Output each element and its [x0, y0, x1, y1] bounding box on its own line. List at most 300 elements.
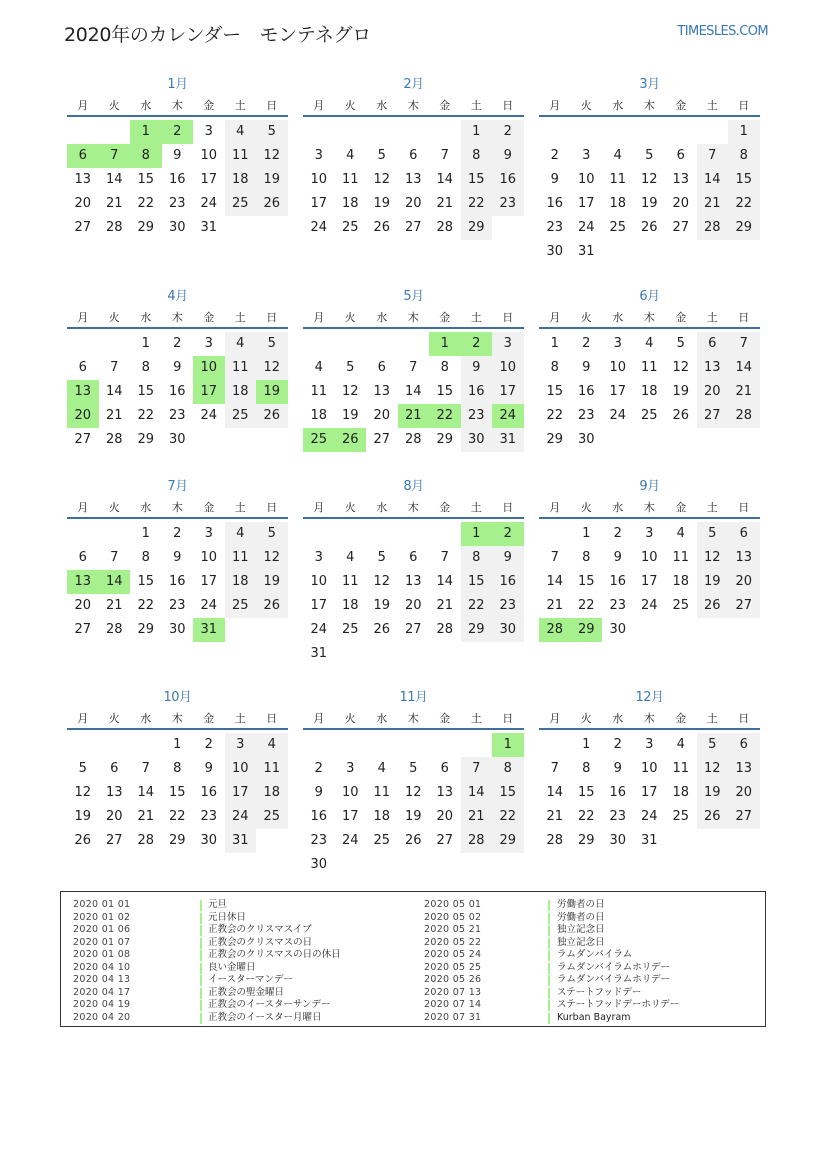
- holiday-day-cell: 22: [429, 404, 461, 428]
- weekday-header: 木: [407, 501, 419, 514]
- holiday-day-cell: 1: [492, 733, 524, 757]
- day-cell: 24: [200, 196, 218, 211]
- day-cell: 27: [404, 622, 422, 637]
- day-cell: 11: [341, 574, 359, 589]
- day-cell: 5: [676, 336, 685, 351]
- day-cell: 27: [697, 404, 729, 428]
- month-title: 9月: [639, 479, 660, 494]
- day-cell: 25: [225, 594, 257, 618]
- weekday-header: 火: [580, 712, 592, 725]
- day-cell: 11: [341, 172, 359, 187]
- day-cell: 9: [613, 761, 622, 776]
- month-6: [539, 285, 760, 485]
- day-cell: 3: [204, 526, 213, 541]
- day-cell: 28: [697, 216, 729, 240]
- day-cell: 17: [492, 380, 524, 404]
- weekday-header: 日: [266, 712, 278, 725]
- day-cell: 8: [550, 360, 559, 375]
- month-header-rule: [67, 728, 288, 730]
- weekday-header: 土: [470, 311, 482, 324]
- day-cell: 13: [697, 356, 729, 380]
- day-cell: 13: [404, 574, 422, 589]
- day-cell: 16: [577, 384, 595, 399]
- holiday-day-cell: 24: [492, 404, 524, 428]
- day-cell: 10: [640, 550, 658, 565]
- day-cell: 17: [577, 196, 595, 211]
- day-cell: 23: [546, 220, 564, 235]
- day-cell: 12: [341, 384, 359, 399]
- holiday-date: 2020 04 10: [73, 961, 131, 973]
- day-cell: 4: [256, 733, 288, 757]
- day-cell: 8: [461, 546, 493, 570]
- day-cell: 20: [74, 196, 92, 211]
- day-cell: 14: [461, 781, 493, 805]
- day-cell: 6: [110, 761, 119, 776]
- day-cell: 23: [168, 408, 186, 423]
- day-cell: 15: [137, 574, 155, 589]
- holiday-day-cell: 29: [571, 618, 603, 642]
- day-cell: 29: [168, 833, 186, 848]
- day-cell: 29: [137, 432, 155, 447]
- weekday-header: 土: [234, 501, 246, 514]
- day-cell: 3: [645, 526, 654, 541]
- day-cell: 26: [640, 220, 658, 235]
- weekday-header: 水: [140, 712, 152, 725]
- day-cell: 25: [341, 622, 359, 637]
- weekday-header: 火: [580, 99, 592, 112]
- day-cell: 8: [582, 550, 591, 565]
- day-cell: 24: [310, 622, 328, 637]
- day-cell: 12: [697, 546, 729, 570]
- weekday-header: 土: [706, 99, 718, 112]
- day-cell: 17: [640, 574, 658, 589]
- day-cell: 10: [310, 574, 328, 589]
- day-cell: 11: [310, 384, 328, 399]
- day-cell: 22: [492, 805, 524, 829]
- day-cell: 10: [225, 757, 257, 781]
- day-cell: 1: [728, 120, 760, 144]
- day-cell: 26: [74, 833, 92, 848]
- day-cell: 17: [310, 598, 328, 613]
- month-header-rule: [303, 728, 524, 730]
- day-cell: 30: [310, 857, 328, 872]
- day-cell: 31: [577, 244, 595, 259]
- holiday-list: [60, 891, 766, 1027]
- day-cell: 31: [640, 833, 658, 848]
- holiday-day-cell: 21: [398, 404, 430, 428]
- day-cell: 19: [256, 570, 288, 594]
- holiday-marker: [548, 925, 550, 936]
- day-cell: 15: [577, 785, 595, 800]
- day-cell: 21: [105, 598, 123, 613]
- day-cell: 14: [137, 785, 155, 800]
- day-cell: 21: [105, 408, 123, 423]
- day-cell: 5: [697, 522, 729, 546]
- holiday-day-cell: 20: [67, 404, 99, 428]
- weekday-header: 月: [77, 311, 89, 324]
- month-title: 1月: [167, 77, 188, 92]
- holiday-day-cell: 13: [67, 570, 99, 594]
- weekday-header: 金: [439, 712, 451, 725]
- holiday-name: 独立記念日: [557, 924, 605, 935]
- holiday-day-cell: 7: [99, 144, 131, 168]
- day-cell: 12: [373, 574, 391, 589]
- day-cell: 5: [346, 360, 355, 375]
- weekday-header: 火: [344, 712, 356, 725]
- holiday-date: 2020 01 07: [73, 936, 131, 948]
- day-cell: 30: [609, 622, 627, 637]
- holiday-name: 独立記念日: [557, 936, 605, 948]
- day-cell: 13: [672, 172, 690, 187]
- day-cell: 29: [546, 432, 564, 447]
- day-cell: 6: [440, 761, 449, 776]
- day-cell: 3: [225, 733, 257, 757]
- weekday-header: 木: [171, 712, 183, 725]
- day-cell: 15: [728, 168, 760, 192]
- holiday-day-cell: 1: [461, 522, 493, 546]
- day-cell: 19: [74, 809, 92, 824]
- month-title: 12月: [635, 690, 664, 705]
- day-cell: 5: [377, 148, 386, 163]
- day-cell: 6: [78, 360, 87, 375]
- day-cell: 12: [256, 144, 288, 168]
- day-cell: 27: [74, 432, 92, 447]
- weekday-header: 日: [738, 311, 750, 324]
- day-cell: 17: [310, 196, 328, 211]
- site-logo[interactable]: TIMESLES.COM: [677, 24, 768, 39]
- day-cell: 26: [697, 594, 729, 618]
- day-cell: 7: [409, 360, 418, 375]
- month-title: 8月: [403, 479, 424, 494]
- holiday-day-cell: 2: [162, 120, 194, 144]
- day-cell: 20: [404, 598, 422, 613]
- holiday-day-cell: 13: [67, 380, 99, 404]
- day-cell: 9: [173, 550, 182, 565]
- day-cell: 18: [225, 380, 257, 404]
- day-cell: 21: [461, 805, 493, 829]
- month-title: 4月: [167, 289, 188, 304]
- month-3: [539, 73, 760, 273]
- weekday-header: 日: [502, 99, 514, 112]
- holiday-name: ラムダンバイラム: [557, 949, 633, 960]
- day-cell: 10: [640, 761, 658, 776]
- holiday-name: 良い金曜日: [208, 961, 256, 973]
- day-cell: 27: [74, 220, 92, 235]
- day-cell: 18: [672, 574, 690, 589]
- day-cell: 22: [461, 192, 493, 216]
- day-cell: 11: [609, 172, 627, 187]
- day-cell: 18: [256, 781, 288, 805]
- month-10: [67, 686, 288, 886]
- day-cell: 21: [137, 809, 155, 824]
- weekday-header: 土: [706, 712, 718, 725]
- day-cell: 15: [546, 384, 564, 399]
- holiday-marker: [200, 950, 202, 961]
- weekday-header: 木: [407, 311, 419, 324]
- day-cell: 21: [436, 196, 454, 211]
- day-cell: 25: [672, 809, 690, 824]
- month-1: [67, 73, 288, 273]
- holiday-date: 2020 04 19: [73, 999, 131, 1010]
- day-cell: 17: [609, 384, 627, 399]
- day-cell: 18: [341, 196, 359, 211]
- day-cell: 2: [550, 148, 559, 163]
- weekday-header: 金: [439, 501, 451, 514]
- month-header-rule: [539, 728, 760, 730]
- weekday-header: 火: [108, 501, 120, 514]
- holiday-day-cell: 25: [303, 428, 335, 452]
- day-cell: 5: [256, 332, 288, 356]
- holiday-date: 2020 04 13: [73, 974, 131, 985]
- weekday-header: 水: [376, 501, 388, 514]
- day-cell: 2: [613, 737, 622, 752]
- holiday-name: 正教会の聖金曜日: [208, 986, 285, 998]
- day-cell: 16: [492, 168, 524, 192]
- day-cell: 21: [697, 192, 729, 216]
- weekday-header: 水: [140, 311, 152, 324]
- weekday-header: 水: [612, 311, 624, 324]
- day-cell: 30: [609, 833, 627, 848]
- day-cell: 17: [225, 781, 257, 805]
- day-cell: 28: [105, 220, 123, 235]
- holiday-date: 2020 05 22: [424, 936, 482, 948]
- day-cell: 26: [256, 594, 288, 618]
- day-cell: 10: [577, 172, 595, 187]
- day-cell: 8: [173, 761, 182, 776]
- day-cell: 13: [436, 785, 454, 800]
- weekday-header: 土: [706, 501, 718, 514]
- weekday-header: 木: [643, 712, 655, 725]
- holiday-marker: [200, 938, 202, 949]
- month-header-rule: [303, 327, 524, 329]
- holiday-marker: [200, 963, 202, 974]
- month-title: 10月: [163, 690, 192, 705]
- holiday-name: ステートフッドデーホリデー: [557, 999, 680, 1010]
- day-cell: 10: [200, 148, 218, 163]
- day-cell: 16: [310, 809, 328, 824]
- day-cell: 2: [314, 761, 323, 776]
- weekday-header: 火: [580, 501, 592, 514]
- month-12: [539, 686, 760, 886]
- day-cell: 10: [310, 172, 328, 187]
- day-cell: 29: [436, 432, 454, 447]
- day-cell: 23: [492, 192, 524, 216]
- month-7: [67, 475, 288, 675]
- day-cell: 19: [672, 384, 690, 399]
- day-cell: 16: [609, 574, 627, 589]
- day-cell: 18: [672, 785, 690, 800]
- day-cell: 12: [373, 172, 391, 187]
- day-cell: 28: [546, 833, 564, 848]
- day-cell: 20: [672, 196, 690, 211]
- page-title: 2020年のカレンダー モンテネグロ: [64, 24, 371, 46]
- holiday-marker: [548, 975, 550, 986]
- day-cell: 28: [728, 404, 760, 428]
- day-cell: 23: [609, 598, 627, 613]
- day-cell: 20: [728, 781, 760, 805]
- day-cell: 29: [492, 829, 524, 853]
- holiday-day-cell: 8: [130, 144, 162, 168]
- day-cell: 24: [200, 598, 218, 613]
- day-cell: 24: [577, 220, 595, 235]
- holiday-marker: [200, 1013, 202, 1024]
- holiday-date: 2020 01 01: [73, 899, 131, 910]
- day-cell: 15: [137, 172, 155, 187]
- day-cell: 16: [492, 570, 524, 594]
- day-cell: 12: [640, 172, 658, 187]
- weekday-header: 金: [439, 99, 451, 112]
- weekday-header: 土: [234, 311, 246, 324]
- day-cell: 31: [200, 220, 218, 235]
- day-cell: 4: [225, 120, 257, 144]
- day-cell: 28: [105, 622, 123, 637]
- weekday-header: 木: [643, 99, 655, 112]
- day-cell: 18: [310, 408, 328, 423]
- day-cell: 27: [436, 833, 454, 848]
- holiday-day-cell: 14: [99, 570, 131, 594]
- day-cell: 14: [105, 172, 123, 187]
- day-cell: 29: [137, 622, 155, 637]
- holiday-date: 2020 01 08: [73, 949, 131, 960]
- day-cell: 28: [436, 220, 454, 235]
- day-cell: 24: [341, 833, 359, 848]
- day-cell: 29: [461, 618, 493, 642]
- day-cell: 23: [492, 594, 524, 618]
- weekday-header: 火: [580, 311, 592, 324]
- day-cell: 20: [728, 570, 760, 594]
- weekday-header: 火: [108, 99, 120, 112]
- month-header-rule: [539, 327, 760, 329]
- day-cell: 7: [440, 148, 449, 163]
- day-cell: 4: [645, 336, 654, 351]
- holiday-name: 元日休日: [208, 911, 247, 923]
- day-cell: 14: [105, 384, 123, 399]
- day-cell: 1: [582, 737, 591, 752]
- day-cell: 27: [404, 220, 422, 235]
- day-cell: 27: [728, 805, 760, 829]
- holiday-marker: [548, 963, 550, 974]
- day-cell: 4: [613, 148, 622, 163]
- day-cell: 1: [461, 120, 493, 144]
- day-cell: 4: [314, 360, 323, 375]
- holiday-date: 2020 05 01: [424, 899, 482, 910]
- day-cell: 25: [609, 220, 627, 235]
- weekday-header: 土: [470, 712, 482, 725]
- day-cell: 21: [105, 196, 123, 211]
- day-cell: 27: [373, 432, 391, 447]
- day-cell: 22: [728, 192, 760, 216]
- weekday-header: 月: [77, 99, 89, 112]
- holiday-date: 2020 07 13: [424, 986, 482, 998]
- day-cell: 29: [137, 220, 155, 235]
- holiday-name: ステートフッドデー: [557, 986, 642, 998]
- weekday-header: 日: [266, 501, 278, 514]
- day-cell: 11: [373, 785, 391, 800]
- weekday-header: 火: [108, 311, 120, 324]
- month-title: 2月: [403, 77, 424, 92]
- day-cell: 4: [346, 148, 355, 163]
- day-cell: 27: [672, 220, 690, 235]
- day-cell: 2: [173, 526, 182, 541]
- day-cell: 11: [225, 356, 257, 380]
- day-cell: 20: [697, 380, 729, 404]
- holiday-name: ラムダンバイラムホリデー: [557, 961, 671, 973]
- day-cell: 14: [546, 785, 564, 800]
- day-cell: 31: [310, 646, 328, 661]
- day-cell: 5: [256, 522, 288, 546]
- day-cell: 7: [550, 550, 559, 565]
- holiday-marker: [200, 975, 202, 986]
- weekday-header: 月: [549, 311, 561, 324]
- day-cell: 30: [168, 622, 186, 637]
- day-cell: 28: [105, 432, 123, 447]
- day-cell: 5: [78, 761, 87, 776]
- day-cell: 8: [461, 144, 493, 168]
- weekday-header: 木: [643, 501, 655, 514]
- weekday-header: 水: [612, 99, 624, 112]
- day-cell: 22: [137, 598, 155, 613]
- holiday-date: 2020 05 21: [424, 924, 482, 935]
- day-cell: 7: [697, 144, 729, 168]
- day-cell: 26: [373, 220, 391, 235]
- day-cell: 3: [204, 336, 213, 351]
- day-cell: 3: [582, 148, 591, 163]
- day-cell: 3: [346, 761, 355, 776]
- day-cell: 30: [492, 618, 524, 642]
- holiday-day-cell: 2: [461, 332, 493, 356]
- day-cell: 11: [640, 360, 658, 375]
- weekday-header: 火: [344, 311, 356, 324]
- day-cell: 22: [168, 809, 186, 824]
- weekday-header: 日: [266, 311, 278, 324]
- month-header-rule: [67, 115, 288, 117]
- weekday-header: 土: [234, 99, 246, 112]
- weekday-header: 水: [376, 712, 388, 725]
- day-cell: 21: [546, 598, 564, 613]
- day-cell: 8: [440, 360, 449, 375]
- day-cell: 3: [613, 336, 622, 351]
- day-cell: 9: [613, 550, 622, 565]
- month-title: 3月: [639, 77, 660, 92]
- day-cell: 13: [404, 172, 422, 187]
- day-cell: 19: [256, 168, 288, 192]
- day-cell: 3: [314, 550, 323, 565]
- day-cell: 15: [137, 384, 155, 399]
- day-cell: 3: [314, 148, 323, 163]
- day-cell: 13: [728, 546, 760, 570]
- day-cell: 2: [613, 526, 622, 541]
- holiday-date: 2020 01 02: [73, 911, 131, 923]
- weekday-header: 水: [376, 311, 388, 324]
- holiday-marker: [200, 913, 202, 924]
- day-cell: 30: [200, 833, 218, 848]
- holiday-name: 正教会のイースターサンデー: [208, 999, 331, 1010]
- day-cell: 16: [168, 574, 186, 589]
- holiday-marker: [548, 900, 550, 911]
- day-cell: 1: [550, 336, 559, 351]
- weekday-header: 水: [140, 99, 152, 112]
- day-cell: 24: [225, 805, 257, 829]
- day-cell: 6: [697, 332, 729, 356]
- weekday-header: 火: [344, 501, 356, 514]
- day-cell: 22: [577, 598, 595, 613]
- holiday-name: ラムダンバイラムホリデー: [557, 974, 671, 985]
- day-cell: 18: [225, 168, 257, 192]
- weekday-header: 木: [407, 99, 419, 112]
- day-cell: 5: [377, 550, 386, 565]
- month-header-rule: [67, 327, 288, 329]
- day-cell: 2: [173, 336, 182, 351]
